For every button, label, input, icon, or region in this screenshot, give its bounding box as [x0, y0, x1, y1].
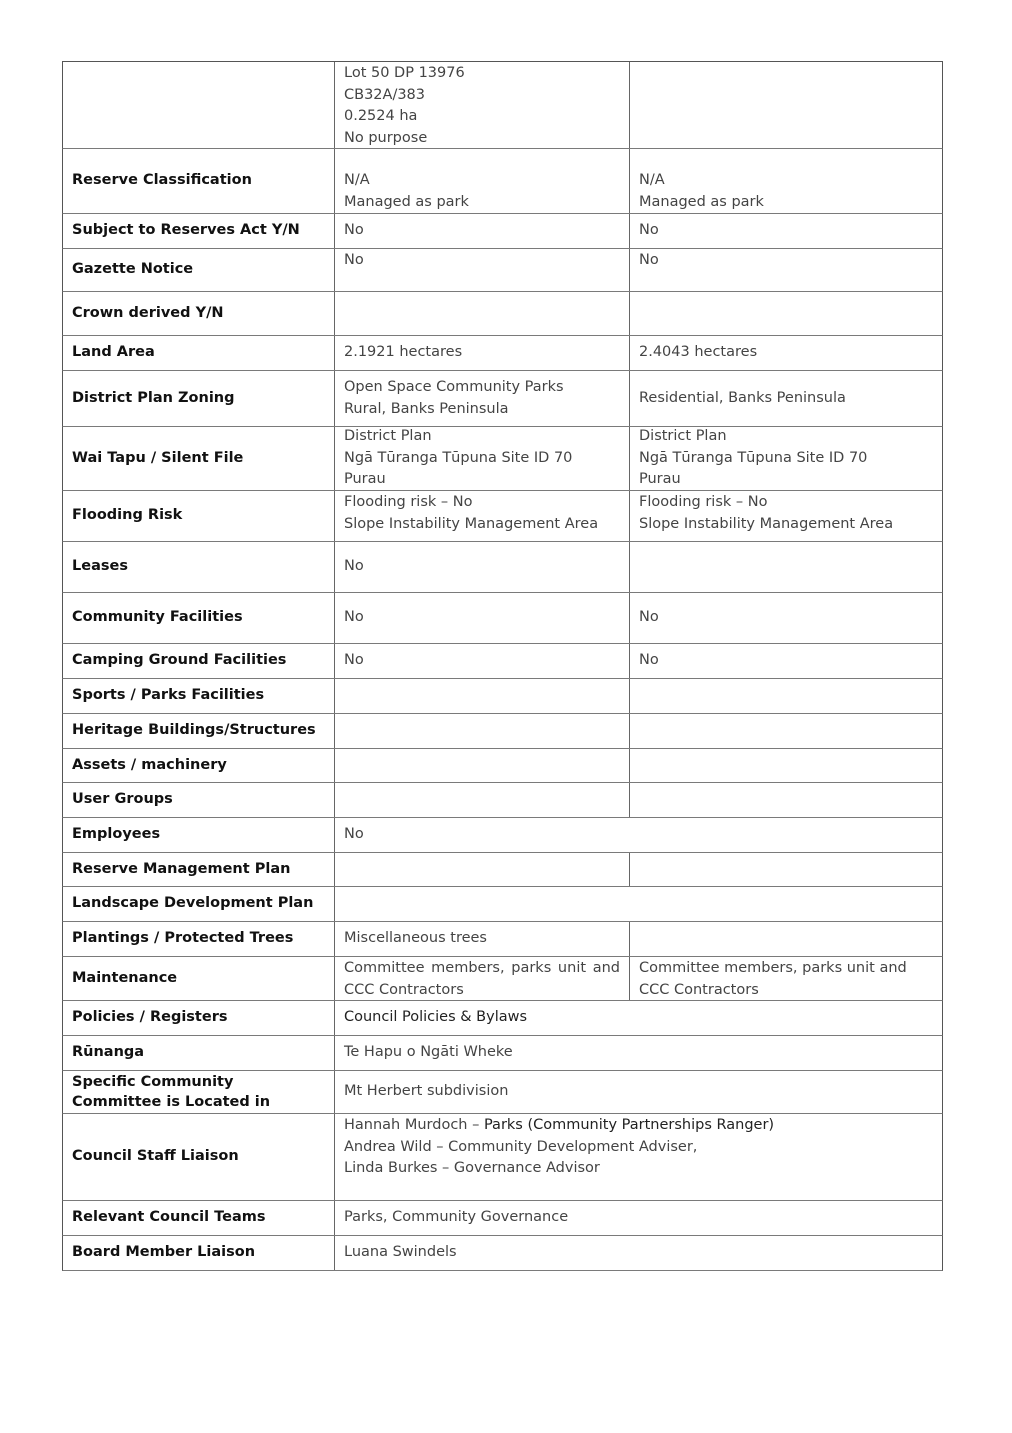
empty-cell	[630, 783, 941, 817]
staff-liaison-line	[344, 1115, 932, 1137]
row-label: Specific Community Committee is Located in	[63, 1071, 335, 1113]
row-label: Reserve Classification	[63, 149, 335, 213]
empty-cell	[630, 922, 941, 956]
row-label: Crown derived Y/N	[63, 292, 335, 335]
row-label: Camping Ground Facilities	[63, 644, 335, 678]
empty-cell	[335, 887, 941, 921]
cell-text: Managed as park	[344, 193, 469, 210]
empty-cell	[630, 679, 941, 713]
cell-text: No purpose	[344, 129, 428, 146]
reserve-classification-col2	[335, 149, 630, 213]
legal-description-col3	[630, 62, 941, 148]
empty-cell	[335, 749, 630, 782]
table-row-flooding-risk	[62, 491, 943, 542]
row-label: Leases	[63, 542, 335, 592]
row-label: Council Staff Liaison	[63, 1114, 335, 1200]
cell-text: Miscellaneous trees	[335, 922, 630, 956]
row-label: Flooding Risk	[63, 491, 335, 541]
cell-text: No	[335, 593, 630, 643]
cell-text: Flooding risk – No	[639, 494, 768, 510]
district-plan-zoning-col2	[335, 371, 630, 426]
cell-text: Flooding risk – No	[344, 494, 473, 510]
row-label: Plantings / Protected Trees	[63, 922, 335, 956]
row-label: Wai Tapu / Silent File	[63, 427, 335, 490]
cell-text: No	[344, 826, 364, 843]
table-row-board-member-liaison	[62, 1236, 943, 1271]
table-row-runanga	[62, 1036, 943, 1071]
row-label-empty	[63, 62, 335, 148]
table-row-employees	[62, 818, 943, 853]
row-label: Land Area	[63, 336, 335, 370]
cell-text: N/A	[639, 172, 665, 188]
table-row-policies	[62, 1001, 943, 1036]
cell-text: Rural, Banks Peninsula	[344, 400, 509, 417]
table-row-legal-description	[62, 61, 943, 149]
empty-cell	[630, 292, 941, 335]
row-label: Assets / machinery	[63, 749, 335, 782]
cell-text: Council Policies & Bylaws	[344, 1009, 528, 1026]
cell-text: Ngā Tūranga Tūpuna Site ID 70	[344, 449, 573, 466]
cell-text: Committee members, parks unit and CCC Contractors	[335, 957, 630, 1000]
cell-text: 2.4043 hectares	[639, 344, 758, 361]
table-row-district-plan-zoning	[62, 371, 943, 427]
document-page	[62, 61, 943, 1271]
row-label: Heritage Buildings/Structures	[63, 714, 335, 748]
empty-cell	[630, 749, 941, 782]
row-label: Subject to Reserves Act Y/N	[63, 214, 335, 248]
cell-text: 2.1921 hectares	[335, 336, 630, 370]
table-row-relevant-council-teams	[62, 1201, 943, 1236]
row-label: Policies / Registers	[63, 1001, 335, 1035]
empty-cell	[630, 714, 941, 748]
empty-cell	[630, 542, 941, 592]
cell-text: No	[335, 542, 630, 592]
table-row-maintenance	[62, 957, 943, 1001]
table-row-specific-committee	[62, 1071, 943, 1114]
cell-text: 0.2524 ha	[344, 108, 418, 124]
empty-cell	[335, 292, 630, 335]
cell-text: No	[639, 252, 659, 268]
table-row-gazette-notice	[62, 249, 943, 292]
cell-text: Te Hapu o Ngāti Wheke	[344, 1044, 513, 1061]
cell-text: Luana Swindels	[344, 1244, 457, 1261]
staff-name: Hannah Murdoch –	[344, 1117, 484, 1133]
row-label: Landscape Development Plan	[63, 887, 335, 921]
staff-liaison-list	[335, 1114, 941, 1200]
cell-text: Lot 50 DP 13976	[344, 65, 465, 81]
table-row-plantings	[62, 922, 943, 957]
cell-text: District Plan	[639, 428, 727, 445]
reserve-info-table	[62, 61, 943, 1271]
flooding-risk-col3	[630, 491, 941, 541]
cell-text: No	[335, 214, 630, 248]
row-label: Community Facilities	[63, 593, 335, 643]
table-row-reserve-classification	[62, 149, 943, 214]
table-row-heritage	[62, 714, 943, 749]
legal-description-col2	[335, 62, 630, 148]
staff-liaison-line	[344, 1137, 932, 1159]
cell-text: Open Space Community Parks	[344, 379, 564, 395]
row-label: Gazette Notice	[63, 249, 335, 291]
row-label: Relevant Council Teams	[63, 1201, 335, 1235]
table-row-sports-parks	[62, 679, 943, 714]
row-label: Employees	[63, 818, 335, 852]
staff-name: Linda Burkes – Governance Advisor	[344, 1160, 600, 1176]
cell-text: No	[639, 652, 659, 669]
staff-name: Andrea Wild – Community Development Adviser,	[344, 1138, 698, 1155]
row-label: Sports / Parks Facilities	[63, 679, 335, 713]
cell-text: Purau	[344, 471, 386, 488]
table-row-subject-to-reserves-act	[62, 214, 943, 249]
cell-text: Residential, Banks Peninsula	[639, 389, 846, 406]
reserve-classification-col3	[630, 149, 941, 213]
cell-text: CB32A/383	[344, 86, 426, 103]
cell-text: No	[335, 644, 630, 678]
cell-text: Mt Herbert subdivision	[344, 1083, 509, 1100]
table-row-wai-tapu	[62, 427, 943, 491]
staff-liaison-line	[344, 1158, 932, 1180]
empty-cell	[335, 853, 630, 886]
row-label: Reserve Management Plan	[63, 853, 335, 886]
empty-cell	[335, 714, 630, 748]
row-label: Board Member Liaison	[63, 1236, 335, 1270]
wai-tapu-col3	[630, 427, 941, 490]
table-row-leases	[62, 542, 943, 593]
table-row-user-groups	[62, 783, 943, 818]
cell-text: Parks, Community Governance	[344, 1209, 569, 1226]
flooding-risk-col2	[335, 491, 630, 541]
cell-text: District Plan	[344, 428, 432, 445]
table-row-community-facilities	[62, 593, 943, 644]
cell-text: Purau	[639, 471, 681, 488]
row-label: District Plan Zoning	[63, 371, 335, 426]
wai-tapu-col2	[335, 427, 630, 490]
cell-text: N/A	[344, 172, 370, 188]
table-row-land-area	[62, 336, 943, 371]
cell-text: No	[639, 222, 659, 239]
cell-text: Ngā Tūranga Tūpuna Site ID 70	[639, 449, 868, 466]
table-row-landscape-development-plan	[62, 887, 943, 922]
table-row-reserve-management-plan	[62, 853, 943, 887]
cell-text: No	[639, 609, 659, 626]
table-row-assets	[62, 749, 943, 783]
empty-cell	[630, 853, 941, 886]
empty-cell	[335, 783, 630, 817]
row-label: Maintenance	[63, 957, 335, 1000]
empty-cell	[335, 679, 630, 713]
cell-text: Committee members, parks unit and CCC Contractors	[639, 960, 907, 998]
row-label: Rūnanga	[63, 1036, 335, 1070]
table-row-council-staff-liaison	[62, 1114, 943, 1201]
row-label: User Groups	[63, 783, 335, 817]
cell-text: Slope Instability Management Area	[639, 515, 894, 532]
staff-role: Parks (Community Partnerships Ranger)	[483, 1117, 775, 1133]
table-row-camping-ground	[62, 644, 943, 679]
cell-text: Slope Instability Management Area	[344, 515, 599, 532]
cell-text: Managed as park	[639, 193, 764, 210]
cell-text: No	[335, 249, 630, 291]
table-row-crown-derived	[62, 292, 943, 336]
